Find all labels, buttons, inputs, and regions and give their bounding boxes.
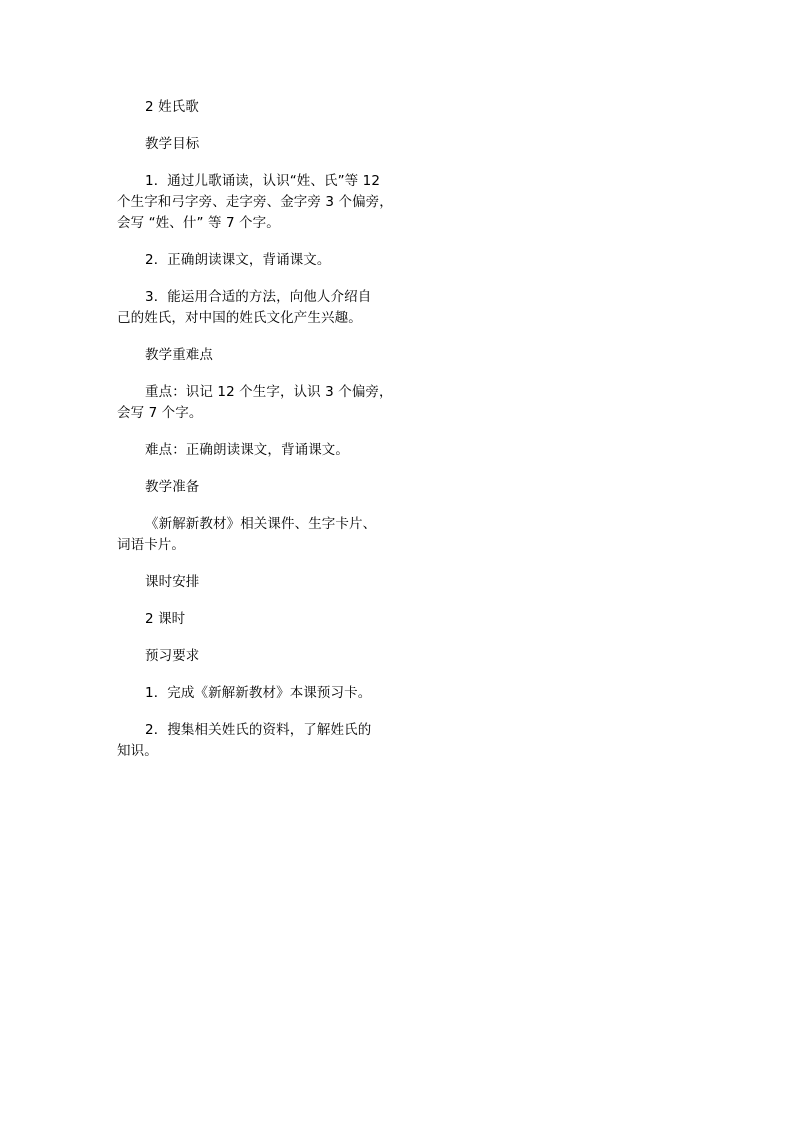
goal-1-line-2: 个生字和弓字旁、走字旁、金字旁 3 个偏旁， [117, 194, 393, 210]
goal-3-line-1: 3．能运用合适的方法，向他人介绍自 [145, 289, 372, 305]
goal-1-line-3: 会写 “姓、什” 等 7 个字。 [117, 215, 280, 231]
schedule-heading: 课时安排 [145, 574, 200, 590]
schedule-value: 2 课时 [145, 611, 186, 627]
key-point-line-1: 重点：识记 12 个生字，认识 3 个偏旁， [145, 384, 393, 400]
prep-content [117, 514, 402, 556]
prep-line-2: 词语卡片。 [117, 537, 185, 553]
preview-2-line-2: 知识。 [117, 743, 158, 759]
preview-1: 1．完成《新解新教材》本课预习卡。 [145, 685, 372, 701]
goal-1 [117, 171, 402, 234]
lesson-title: 2 姓氏歌 [145, 99, 199, 115]
preview-2 [117, 720, 402, 762]
goal-1-line-1: 1．通过儿歌诵读，认识“姓、氏”等 12 [145, 173, 381, 189]
difficulty-point: 难点：正确朗读课文，背诵课文。 [145, 442, 349, 458]
key-heading: 教学重难点 [145, 347, 213, 363]
document-body [117, 97, 402, 778]
goals-heading: 教学目标 [145, 136, 200, 152]
preview-2-line-1: 2．搜集相关姓氏的资料，了解姓氏的 [145, 722, 372, 738]
goal-3 [117, 287, 402, 329]
key-point [117, 382, 402, 424]
goal-3-line-2: 己的姓氏，对中国的姓氏文化产生兴趣。 [117, 310, 362, 326]
prep-line-1: 《新解新教材》相关课件、生字卡片、 [145, 516, 377, 532]
preview-heading: 预习要求 [145, 648, 200, 664]
goal-2: 2．正确朗读课文，背诵课文。 [145, 252, 331, 268]
prep-heading: 教学准备 [145, 479, 200, 495]
key-point-line-2: 会写 7 个字。 [117, 405, 203, 421]
